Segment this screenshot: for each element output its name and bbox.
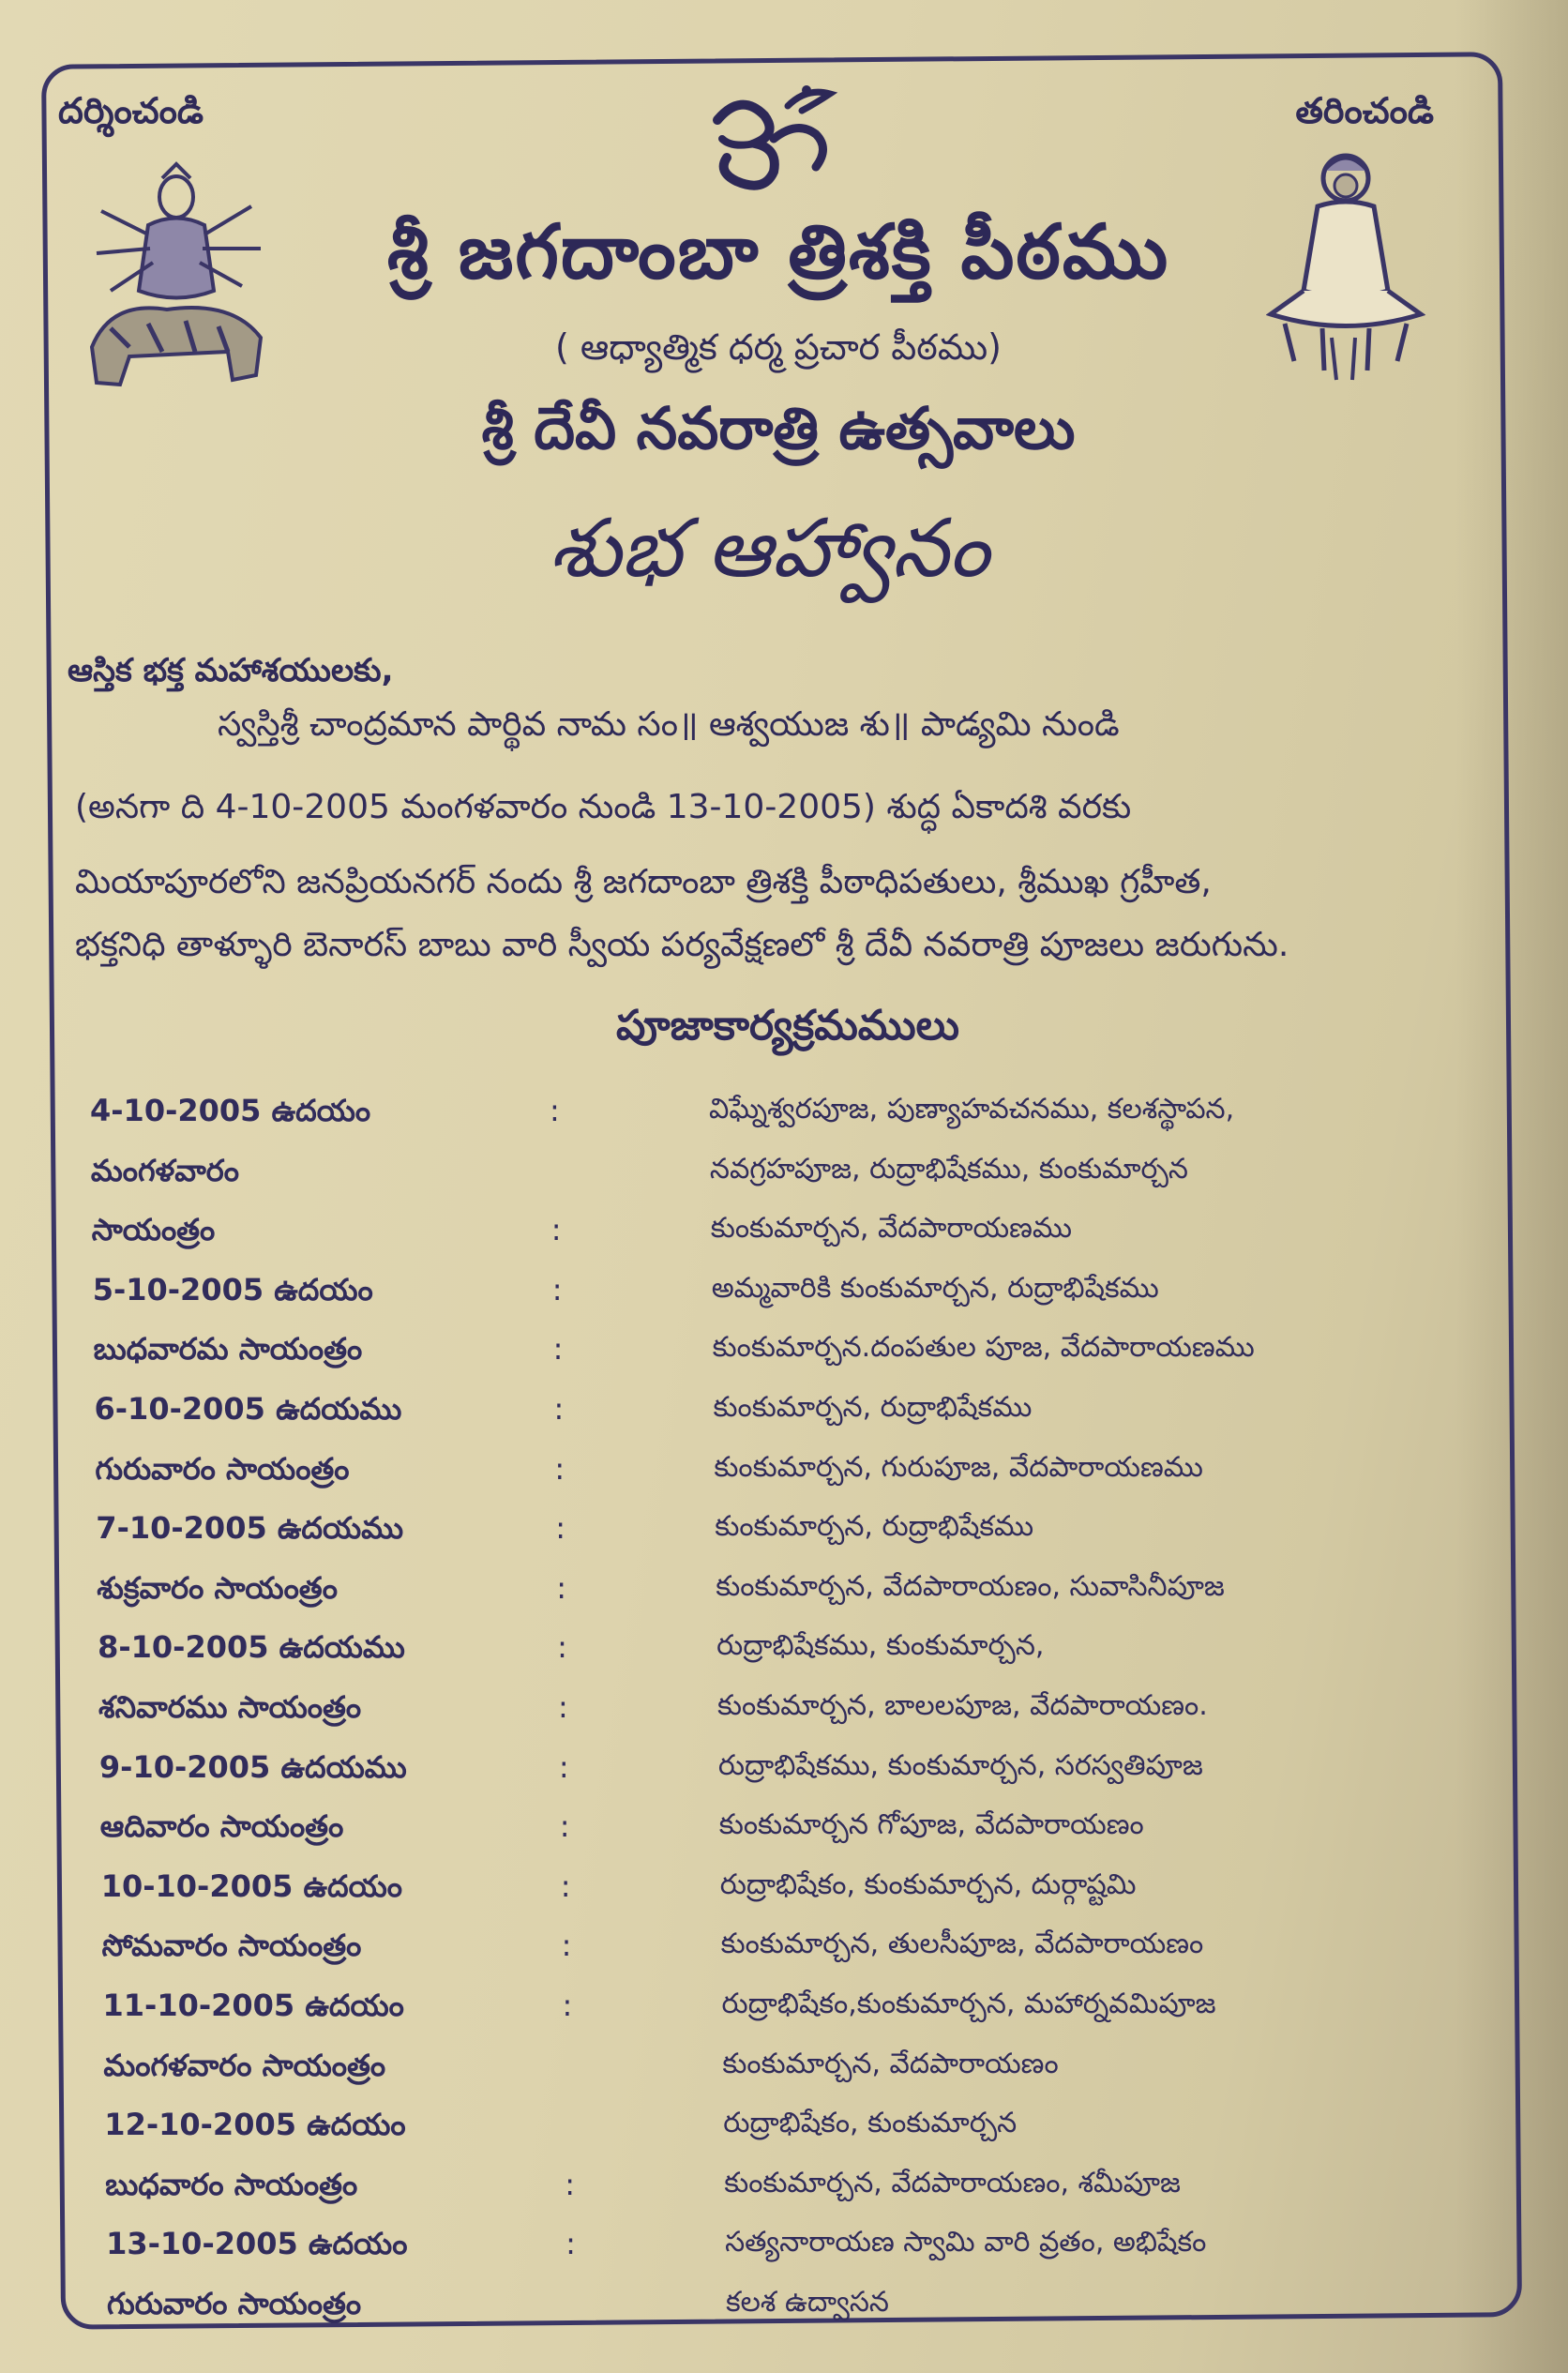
schedule-separator: : [559,1808,570,1845]
schedule-ritual-description: విఘ్నేశ్వరపూజ, పుణ్యాహవచనము, కలశస్థాపన, [709,1093,1235,1126]
schedule-row [100,1808,1470,1861]
schedule-date-label: గురువారం సాయంత్రం [107,2286,362,2321]
schedule-date-label: 12-10-2005 ఉదయం [104,2107,406,2143]
schedule-separator: : [557,1629,567,1666]
schedule-row [90,1093,1459,1145]
schedule-separator: : [551,1271,563,1307]
schedule-separator: : [561,1927,572,1964]
schedule-separator: : [562,1988,573,2023]
festival-heading: శ్రీ దేవీ నవరాత్రి ఉత్సవాలు [481,394,1076,462]
paragraph-line-4: భక్తనిధి తాళ్ళూరి బెనారస్ బాబు వారి స్వీయ పర్యవేక్షణలో శ్రీ దేవీ నవరాత్రి పూజలు జరుగును. [75,926,1289,964]
schedule-date-label: గురువారం సాయంత్రం [95,1450,350,1487]
schedule-row [91,1153,1460,1205]
schedule-ritual-description: కుంకుమార్చన, వేదపారాయణం [722,2047,1059,2080]
schedule-date-label: శనివారము సాయంత్రం [98,1689,362,1725]
salutation: ఆస్తిక భక్త మహాశయులకు, [68,652,394,689]
schedule-row [93,1272,1462,1324]
schedule-ritual-description: కుంకుమార్చన, బాలలపూజ, వేదపారాయణం. [717,1689,1208,1722]
invitation-heading: శుభ ఆహ్వానం [549,502,989,596]
schedule-ritual-description: కుంకుమార్చన, వేదపారాయణం, సువాసినీపూజ [716,1569,1225,1603]
corner-text-right: తరించండి [1295,90,1434,131]
schedule-date-label: బుధవారమ సాయంత్రం [93,1331,363,1368]
paragraph-line-3: మియాపూరలోని జనప్రియనగర్ నందు శ్రీ జగదాంబా త్రిశక్తి పీఠాధిపతులు, శ్రీముఖ గ్రహీత, [75,863,1212,901]
schedule-date-label: మంగళవారం సాయంత్రం [103,2047,386,2083]
corner-text-left: దర్శించండి [58,90,204,131]
paragraph-line-2: (అనగా ది 4-10-2005 మంగళవారం నుండి 13-10-2005) శుద్ధ ఏకాదశి వరకు [75,788,1132,826]
schedule-separator: : [565,2226,576,2262]
schedule-separator: : [550,1093,560,1128]
schedule-row [96,1510,1465,1563]
schedule-ritual-description: కుంకుమార్చన గోపూజ, వేదపారాయణం [718,1808,1144,1842]
schedule-ritual-description: నవగ్రహపూజ, రుద్రాభిషేకము, కుంకుమార్చన [709,1152,1188,1186]
schedule-row [103,2048,1472,2100]
schedule-separator: : [554,1450,565,1487]
schedule-separator: : [552,1331,564,1368]
schedule-separator: : [550,1212,562,1248]
schedule-row [105,2167,1474,2219]
schedule-ritual-description: కుంకుమార్చన, రుద్రాభిషేకము [715,1510,1034,1544]
schedule-row [94,1331,1463,1383]
schedule-separator: : [556,1569,566,1606]
schedule-date-label: శుక్రవారం సాయంత్రం [97,1569,338,1606]
schedule-ritual-description: కుంకుమార్చన, వేదపారాయణము [710,1212,1072,1246]
schedule-ritual-description: రుద్రాభిషేకము, కుంకుమార్చన, సరస్వతిపూజ [717,1748,1203,1782]
schedule-date-label: 8-10-2005 ఉదయము [98,1629,405,1666]
schedule-ritual-description: రుద్రాభిషేకం, కుంకుమార్చన, దుర్గాష్టమి [719,1867,1137,1901]
page-title: శ్రీ జగదాంబా త్రిశక్తి పీఠము [386,208,1170,295]
schedule-date-label: బుధవారం సాయంత్రం [105,2166,358,2202]
schedule-separator: : [553,1391,565,1427]
schedule-ritual-description: కుంకుమార్చన.దంపతుల పూజ, వేదపారాయణము [712,1331,1255,1365]
schedule-ritual-description: రుద్రాభిషేకము, కుంకుమార్చన, [716,1629,1045,1663]
schedule-date-label: సోమవారం సాయంత్రం [101,1927,362,1964]
schedule-heading: పూజాకార్యక్రమములు [615,1002,960,1050]
schedule-date-label: 6-10-2005 ఉదయము [94,1391,402,1427]
page-subtitle: ( ఆధ్యాత్మిక ధర్మ ప్రచార పీఠము) [554,326,1003,368]
schedule-ritual-description: కుంకుమార్చన, వేదపారాయణం, శమీపూజ [724,2166,1181,2199]
paragraph-line-1: స్వస్తిశ్రీ చాంద్రమాన పార్థివ నామ సం॥ ఆశ్వయుజ శు॥ పాడ్యమి నుండి [218,705,1120,744]
schedule-row [98,1689,1468,1742]
schedule-ritual-description: రుద్రాభిషేకం,కుంకుమార్చన, మహార్నవమిపూజ [721,1988,1216,2020]
schedule-row [95,1391,1464,1443]
schedule-date-label: 5-10-2005 ఉదయం [92,1271,373,1307]
schedule-row [97,1570,1466,1623]
schedule-row [103,1988,1472,2040]
schedule-row [107,2286,1476,2338]
schedule-separator: : [558,1748,569,1785]
schedule-ritual-description: కుంకుమార్చన, గురుపూజ, వేదపారాయణము [714,1450,1203,1484]
schedule-date-label: 4-10-2005 ఉదయం [90,1093,371,1128]
schedule-row [98,1629,1467,1682]
schedule-ritual-description: రుద్రాభిషేకం, కుంకుమార్చన [723,2107,1018,2140]
schedule-ritual-description: సత్యనారాయణ స్వామి వారి వ్రతం, అభిషేకం [725,2226,1207,2260]
schedule-row [99,1749,1469,1802]
schedule-date-label: మంగళవారం [90,1152,240,1188]
schedule-row [106,2226,1475,2278]
schedule-date-label: 7-10-2005 ఉదయము [96,1510,404,1547]
schedule-row [101,1868,1470,1921]
schedule-separator: : [555,1510,566,1547]
schedule-ritual-description: అమ్మవారికి కుంకుమార్చన, రుద్రాభిషేకము [711,1271,1159,1305]
schedule-ritual-description: కుంకుమార్చన, రుద్రాభిషేకము [713,1391,1033,1424]
schedule-row [102,1927,1471,1980]
schedule-ritual-description: కుంకుమార్చన, తులసీపూజ, వేదపారాయణం [720,1927,1204,1961]
schedule-date-label: సాయంత్రం [91,1212,216,1248]
schedule-ritual-description: కలశ ఉద్వాసన [726,2286,889,2319]
schedule-separator: : [565,2166,575,2202]
schedule-row [92,1212,1461,1264]
schedule-date-label: 10-10-2005 ఉదయం [100,1867,403,1904]
schedule-row [104,2107,1473,2159]
schedule-separator: : [558,1689,568,1725]
schedule-date-label: ఆదివారం సాయంత్రం [99,1808,344,1845]
schedule-date-label: 11-10-2005 ఉదయం [102,1988,404,2023]
schedule-date-label: 9-10-2005 ఉదయము [98,1748,407,1785]
schedule-separator: : [560,1867,571,1904]
schedule-date-label: 13-10-2005 ఉదయం [106,2226,408,2262]
schedule-row [95,1451,1464,1504]
